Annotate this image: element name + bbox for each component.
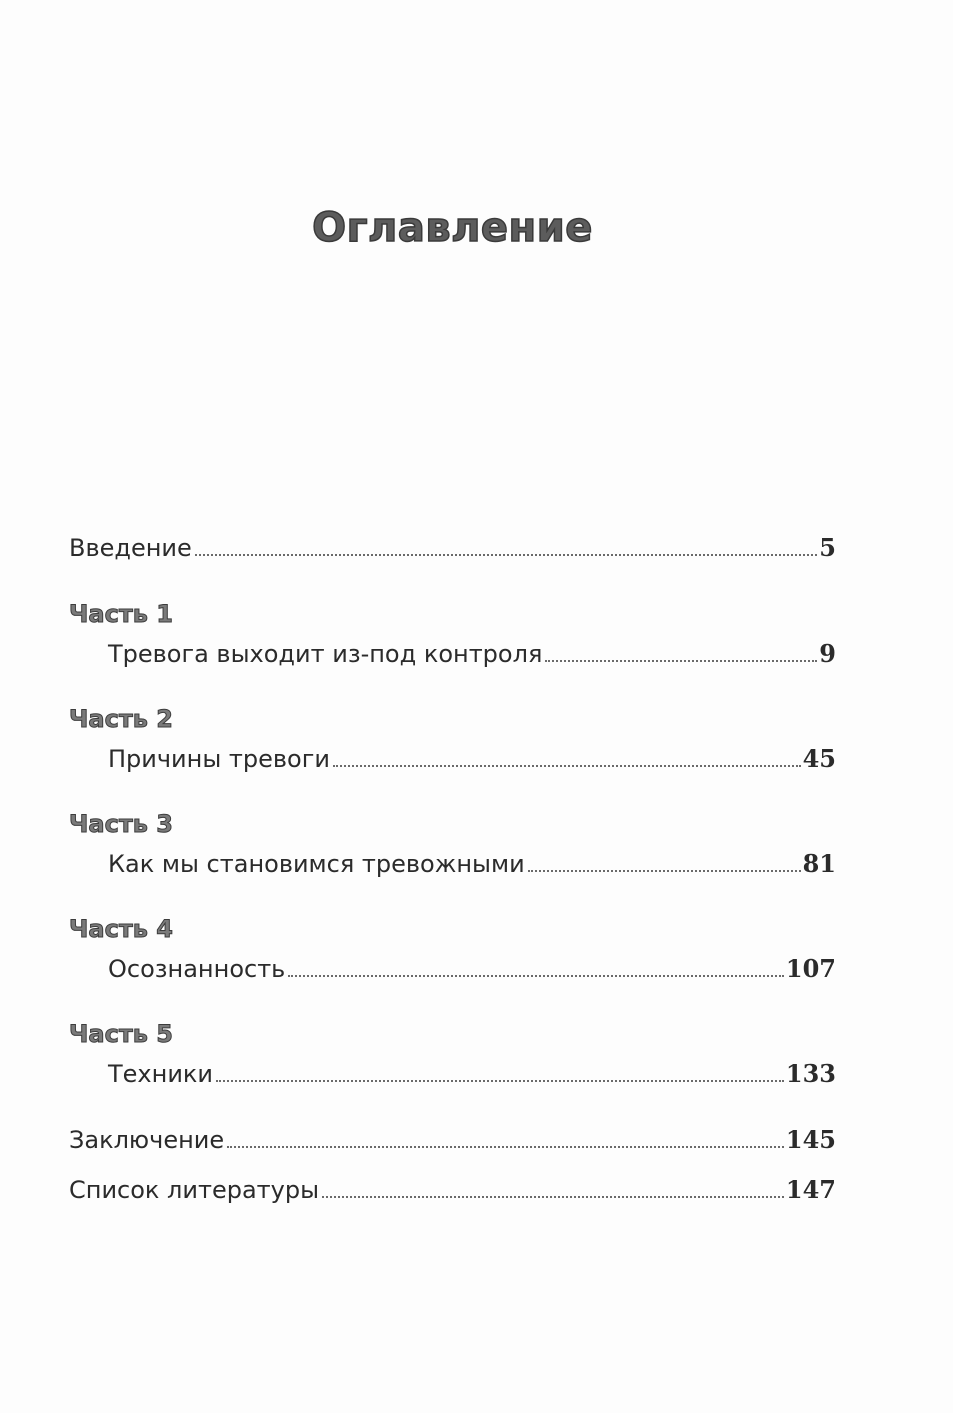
toc-entry-page: 45 — [802, 744, 836, 773]
dot-leader — [333, 764, 801, 767]
toc-entry-label: Техники — [108, 1060, 214, 1088]
toc-entry-part-5[interactable] — [108, 1059, 836, 1093]
toc-entry-part-4[interactable] — [108, 954, 836, 988]
toc-entry-part-3[interactable] — [108, 849, 836, 883]
part-heading-3: Часть 3 — [69, 810, 173, 838]
toc-entry-conclusion[interactable] — [69, 1125, 836, 1159]
dot-leader — [195, 553, 818, 556]
toc-entry-label: Введение — [69, 534, 192, 562]
toc-entry-label: Осознанность — [108, 955, 286, 983]
page-title: Оглавление — [312, 205, 593, 251]
part-heading-5: Часть 5 — [69, 1020, 173, 1048]
toc-entry-page: 133 — [785, 1059, 836, 1088]
toc-entry-part-1[interactable] — [108, 639, 836, 673]
dot-leader — [216, 1079, 784, 1082]
part-heading-2: Часть 2 — [69, 705, 173, 733]
dot-leader — [545, 659, 817, 662]
toc-entry-label: Заключение — [69, 1126, 225, 1154]
toc-entry-label: Список литературы — [69, 1176, 320, 1204]
toc-entry-intro[interactable] — [69, 533, 836, 567]
toc-entry-page: 81 — [802, 849, 836, 878]
part-heading-4: Часть 4 — [69, 915, 173, 943]
part-heading-1: Часть 1 — [69, 600, 173, 628]
dot-leader — [528, 869, 801, 872]
toc-entry-part-2[interactable] — [108, 744, 836, 778]
toc-entry-bibliography[interactable] — [69, 1175, 836, 1209]
toc-entry-page: 5 — [819, 533, 836, 562]
toc-entry-page: 107 — [785, 954, 836, 983]
dot-leader — [227, 1145, 784, 1148]
toc-entry-page: 147 — [785, 1175, 836, 1204]
toc-entry-label: Тревога выходит из-под контроля — [108, 640, 543, 668]
toc-entry-page: 9 — [819, 639, 836, 668]
toc-entry-label: Причины тревоги — [108, 745, 330, 773]
toc-entry-label: Как мы становимся тревожными — [108, 850, 525, 878]
dot-leader — [288, 974, 784, 977]
toc-entry-page: 145 — [785, 1125, 836, 1154]
dot-leader — [322, 1195, 784, 1198]
